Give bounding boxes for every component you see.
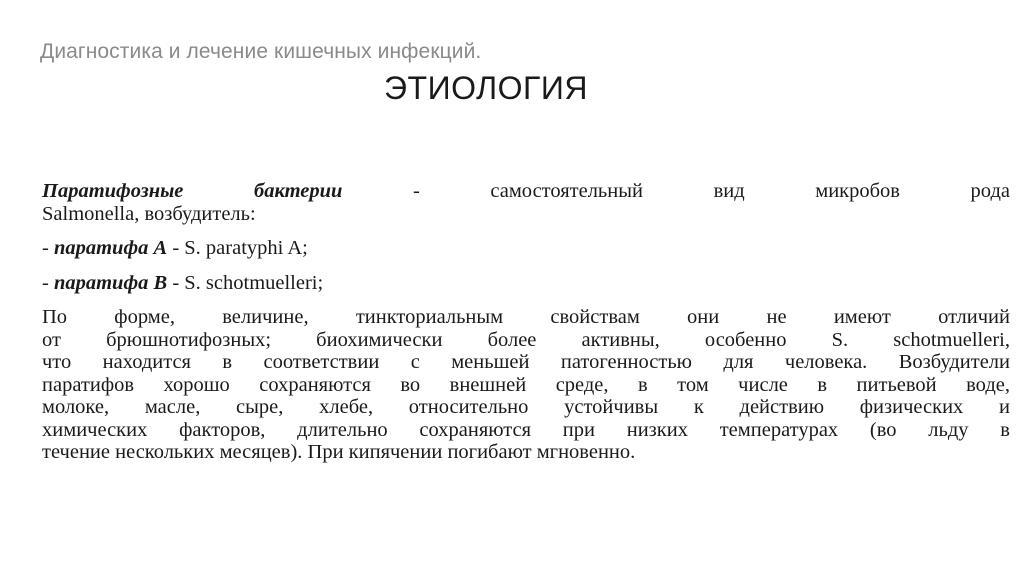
- list-item-prefix: -: [42, 271, 54, 294]
- body-line: молоке, масле, сыре, хлебе, относительно устойчивы к действию физических и: [42, 396, 1010, 418]
- slide-content: [42, 180, 1010, 464]
- list-item-prefix: -: [42, 237, 54, 259]
- slide-subtitle: Диагностика и лечение кишечных инфекций.: [40, 40, 482, 63]
- intro-line-2: Salmonella, возбудитель:: [42, 202, 256, 225]
- list-item-term: паратифа А: [53, 237, 168, 259]
- body-line-last: течение нескольких месяцев). При кипячении погибают мгновенно.: [42, 441, 636, 463]
- body-line: По форме, величине, тинкториальным свойствам они не имеют отличий: [42, 306, 1010, 328]
- body-line: от брюшнотифозных; биохимически более активны, особенно S. schotmuelleri,: [42, 328, 1010, 351]
- body-line: что находится в соответствии с меньшей патогенностью для человека. Возбудители: [42, 351, 1010, 373]
- slide-title: [0, 70, 1024, 107]
- list-item-paratyphi-b: [42, 272, 1010, 295]
- intro-term: Паратифозные бактерии: [42, 180, 343, 202]
- list-item-paratyphi-a: [42, 237, 1010, 260]
- intro-line-1: [42, 180, 1010, 203]
- body-line: химических факторов, длительно сохраняются при низких температурах (во льду в: [42, 418, 1010, 441]
- list-item-rest: - S. schotmuelleri;: [167, 271, 324, 294]
- list-item-rest: - S. paratyphi A;: [167, 237, 308, 259]
- body-line: паратифов хорошо сохраняются во внешней среде, в том числе в питьевой воде,: [42, 373, 1010, 396]
- list-item-term: паратифа В: [53, 271, 168, 294]
- intro-rest-1: - самостоятельный вид микробов рода: [342, 180, 1011, 202]
- body-paragraph: [42, 306, 1010, 464]
- slide-title-text: ЭТИОЛОГИЯ: [384, 70, 588, 106]
